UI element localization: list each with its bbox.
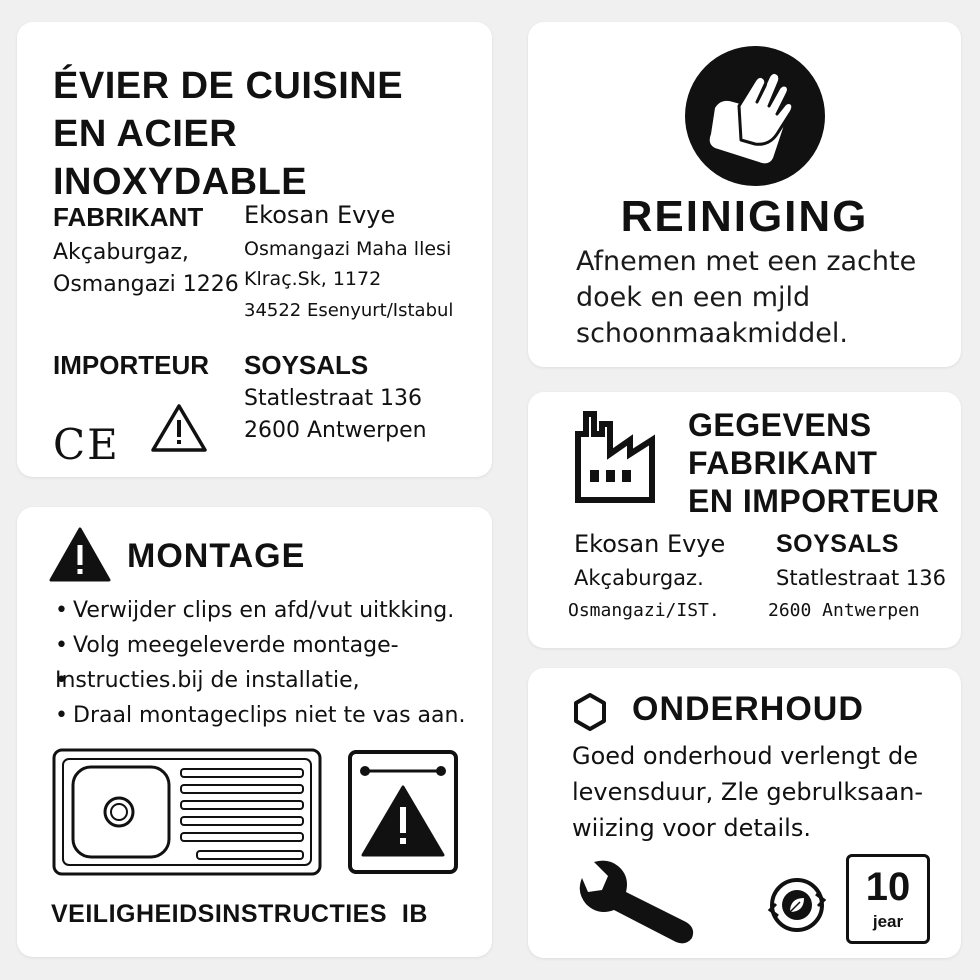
maintenance-text-line-1: Goed onderhoud verlengt de [572, 742, 918, 770]
factory-icon [572, 408, 658, 504]
sink-illustration [51, 747, 323, 877]
importer-address-line-1: Statlestraat 136 [244, 386, 423, 411]
product-title-line-1: ÉVIER DE CUISINE [53, 65, 404, 107]
manufacturer-left-line-1: Akçaburgaz, [53, 240, 189, 265]
manufacturer-importer-title-line-1: GEGEVENS [688, 407, 872, 443]
maintenance-text-line-3: wiizing voor details. [572, 814, 811, 842]
safety-instructions-footer: VEILIGHEIDSINSTRUCTIES IB [51, 900, 428, 928]
manufacturer-address-line-1: Osmangazi Maha llesi [244, 238, 452, 260]
manufacturer-importer-title-line-3: EN IMPORTEUR [688, 483, 940, 519]
maintenance-text-line-2: levensduur, Zle gebrulksaan- [572, 778, 924, 806]
hexagon-icon [572, 692, 608, 732]
assembly-title: MONTAGE [127, 537, 306, 575]
clip-warning-icon [347, 749, 459, 875]
importer-card-name: SOYSALS [776, 530, 899, 558]
manufacturer-address-line-2: Klraç.Sk, 1172 [244, 268, 382, 290]
ce-mark-icon: CE [53, 420, 120, 469]
assembly-instructions-list [55, 593, 485, 733]
cleaning-title: REINIGING [620, 192, 869, 241]
manufacturer-name: Ekosan Evye [244, 201, 396, 229]
warranty-badge [846, 854, 930, 944]
importer-card-line-1: Statlestraat 136 [776, 566, 946, 590]
wrench-icon [572, 858, 702, 946]
maintenance-title: ONDERHOUD [632, 690, 864, 728]
importer-name: SOYSALS [244, 350, 369, 380]
maintenance-text [572, 738, 952, 846]
importer-address-line-2: 2600 Antwerpen [244, 418, 427, 443]
manufacturer-address-line-3: 34522 Esenyurt/Istabul [244, 300, 454, 321]
importer-label: IMPORTEUR [53, 350, 209, 380]
warranty-unit: jear [872, 912, 904, 931]
manufacturer-card-line-1: Akçaburgaz. [574, 566, 704, 590]
cleaning-text-line-3: schoonmaakmiddel. [576, 318, 848, 349]
product-title [53, 62, 492, 206]
manufacturer-importer-title [688, 406, 939, 520]
cleaning-text-line-2: doek en een mjld [576, 282, 811, 313]
importer-card-line-2: 2600 Antwerpen [768, 600, 920, 621]
manufacturer-card-line-2: Osmangazi/IST. [568, 600, 720, 621]
product-title-line-2: EN ACIER INOXYDABLE [53, 113, 308, 203]
list-item-continuation: • Instructies.bij de installatie, [55, 663, 485, 698]
list-item: • Volg meegeleverde montage- [55, 628, 485, 663]
eco-recycle-icon [766, 874, 828, 936]
manufacturer-label: FABRIKANT [53, 202, 204, 232]
maintenance-card [528, 668, 961, 958]
warning-triangle-icon [150, 402, 208, 454]
cleaning-card [528, 22, 961, 367]
manufacturer-importer-card [528, 392, 961, 648]
warranty-number: 10 [865, 865, 911, 909]
list-item: • Verwijder clips en afd/vut uitkking. [55, 593, 485, 628]
warning-icon [49, 527, 111, 583]
manufacturer-card-name: Ekosan Evye [574, 530, 726, 558]
list-item: • Draal montageclips niet te vas aan. [55, 698, 485, 733]
product-info-card [17, 22, 492, 477]
hand-wiping-icon [685, 46, 825, 186]
cleaning-text-line-1: Afnemen met een zachte [576, 246, 917, 277]
assembly-card [17, 507, 492, 957]
manufacturer-importer-title-line-2: FABRIKANT [688, 445, 878, 481]
cleaning-text [576, 244, 936, 352]
manufacturer-left-line-2: Osmangazi 1226 [53, 272, 239, 297]
